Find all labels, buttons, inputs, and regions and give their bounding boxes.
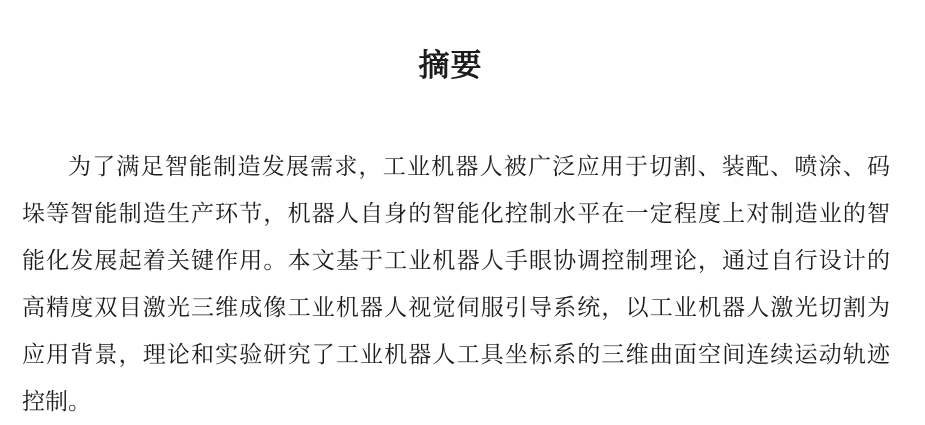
paragraph-line: 为了满足智能制造发展需求，工业机器人被广泛应用于切割、装配、喷涂、码 xyxy=(68,154,890,179)
paragraph-line: 垛等智能制造生产环节，机器人自身的智能化控制水平在一定程度上对制造业的智 xyxy=(22,201,890,226)
paragraph-line: 应用背景，理论和实验研究了工业机器人工具坐标系的三维曲面空间连续运动轨迹 xyxy=(22,342,890,367)
page-title: 摘要 xyxy=(418,48,483,83)
abstract-paragraph xyxy=(22,143,890,425)
paragraph-line: 能化发展起着关键作用。本文基于工业机器人手眼协调控制理论，通过自行设计的 xyxy=(22,248,890,273)
paragraph-line: 控制。 xyxy=(22,389,91,414)
paragraph-line: 高精度双目激光三维成像工业机器人视觉伺服引导系统，以工业机器人激光切割为 xyxy=(22,295,890,320)
